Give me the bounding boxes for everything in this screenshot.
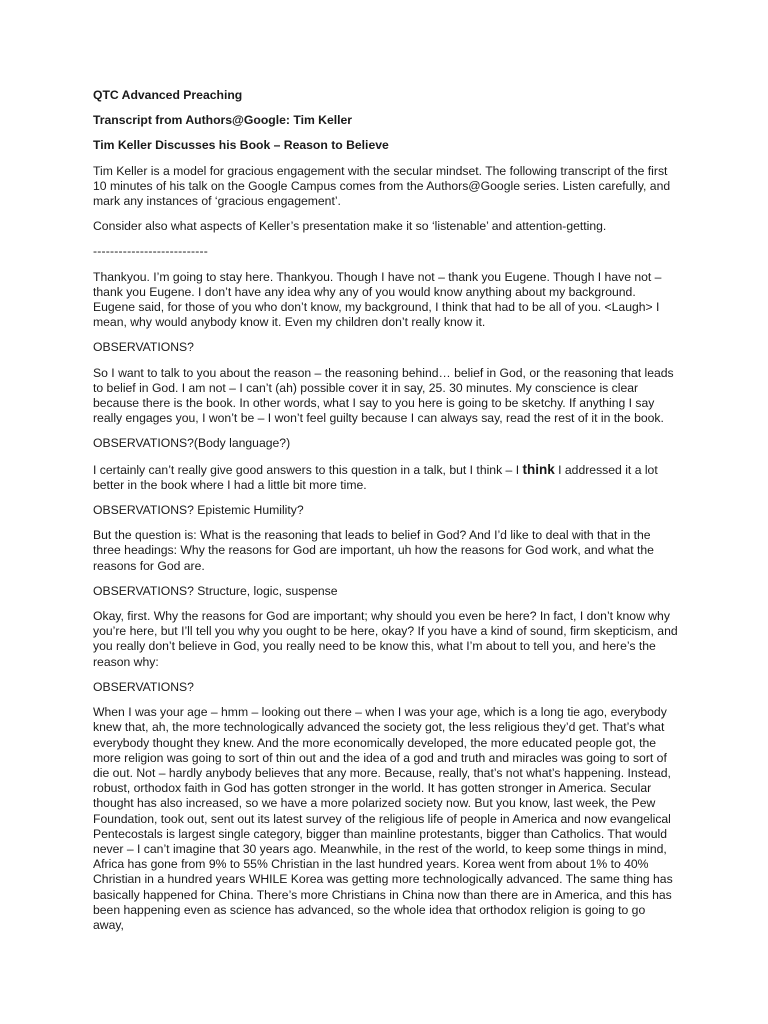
paragraph-text: I certainly can’t really give good answers to this question in a talk, but I think – I bbox=[93, 462, 523, 477]
transcript-paragraph: Okay, first. Why the reasons for God are important; why should you even be here? In fact, I don’t know why you’re here, but I’ll tell you why you ought to be here, okay? If you have a kind of sound, firm skepticism, and you really don’t believe in God, you really need to be know this, what I’m about to tell you, and here’s the reason why: bbox=[93, 609, 678, 669]
paragraph-text: I addressed it a lot better in the book where I had a little bit more time. bbox=[93, 462, 658, 492]
divider-line: --------------------------- bbox=[93, 244, 208, 259]
transcript-paragraph bbox=[93, 462, 678, 493]
emphasized-word: think bbox=[522, 461, 555, 477]
transcript-paragraph: When I was your age – hmm – looking out there – when I was your age, which is a long tie ago, everybody knew that, ah, the more technologically advanced the society got, the less religious they’d get. That’s what everybody thought they knew. And the more economically developed, the more educated people got, the more religion was going to sort of thin out and the idea of a god and truth and miracles was going to sort of die out. Not – hardly anybody believes that any more. Because, really, that’s not what’s happening. Instead, robust, orthodox faith in God has gotten stronger in the world. It has gotten stronger in America. Secular thought has also increased, so we have a more polarized society now. But you know, last week, the Pew Foundation, took out, sent out its latest survey of the religious life of people in America and now evangelical Pentecostals is largest single category, bigger than mainline protestants, bigger than Catholics. That would never – I can’t imagine that 30 years ago. Meanwhile, in the rest of the world, to keep some things in mind, Africa has gone from 9% to 55% Christian in the last hundred years. Korea went from about 1% to 40% Christian in a hundred years WHILE Korea was getting more technologically advanced. The same thing has basically happened for China. There’s more Christians in China now than there are in America, and this has been happening even as science has advanced, so the whole idea that orthodox religion is going to go away, bbox=[93, 705, 673, 932]
course-title: QTC Advanced Preaching bbox=[93, 88, 243, 102]
transcript-source: Transcript from Authors@Google: Tim Keller bbox=[93, 113, 353, 128]
transcript-paragraph: But the question is: What is the reasoning that leads to belief in God? And I’d like to deal with that in the three headings: Why the reasons for God are important, uh how the reasons for God work, and what the reasons for God are. bbox=[93, 528, 654, 573]
observation-prompt: OBSERVATIONS? bbox=[93, 679, 194, 694]
talk-title: Tim Keller Discusses his Book – Reason to Believe bbox=[93, 138, 389, 153]
transcript-paragraph: So I want to talk to you about the reason – the reasoning behind… belief in God, or the reasoning that leads to belief in God. I am not – I can’t (ah) possible cover it in say, 25. 30 minutes. My conscience is clear because there is the book. In other words, what I say to you here is going to be sketchy. If anything I say really engages you, I won’t be – I won’t feel guilty because I can always say, read the rest of it in the book. bbox=[93, 365, 674, 426]
observation-prompt: OBSERVATIONS? bbox=[93, 340, 194, 355]
observation-prompt: OBSERVATIONS?(Body language?) bbox=[93, 436, 291, 451]
intro-paragraph: Tim Keller is a model for gracious engagement with the secular mindset. The following transcript of the first 10 minutes of his talk on the Google Campus comes from the Authors@Google series. Listen carefully, and mark any instances of ‘gracious engagement’. bbox=[93, 163, 671, 209]
transcript-paragraph: Thankyou. I’m going to stay here. Thankyou. Though I have not – thank you Eugene. Though I have not – thank you Eugene. I don’t have any idea why any of you would know anything about my background. Eugene said, for those of you who don’t know, my background, I think that had to be all of you. <Laugh> I mean, why would anybody know it. Even my children don’t really know it. bbox=[93, 269, 662, 330]
observation-prompt: OBSERVATIONS? Epistemic Humility? bbox=[93, 503, 304, 518]
intro-paragraph: Consider also what aspects of Keller’s presentation make it so ‘listenable’ and attention-getting. bbox=[93, 219, 607, 234]
observation-prompt: OBSERVATIONS? Structure, logic, suspense bbox=[93, 583, 338, 598]
